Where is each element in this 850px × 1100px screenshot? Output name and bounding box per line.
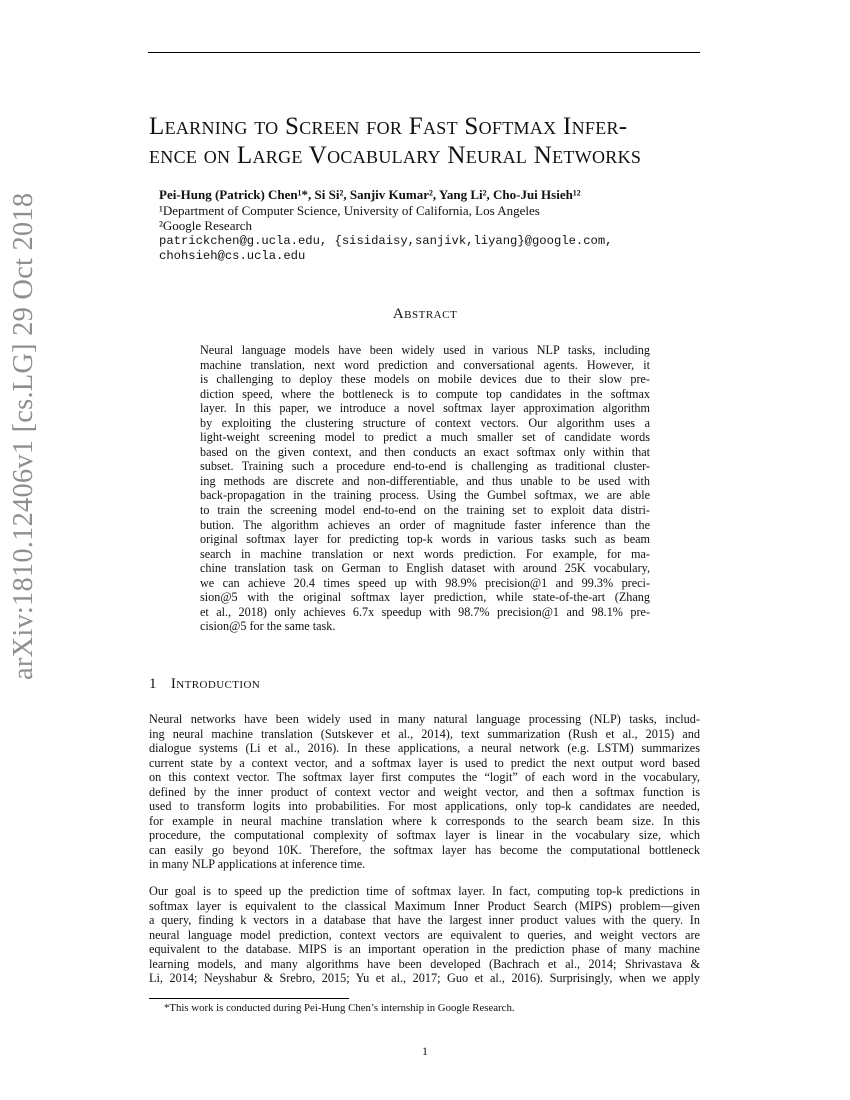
text-line: for example in neural machine translation where k corresponds to the search beam size. In this [149, 813, 700, 828]
text-line: is challenging to deploy these models on mobile devices due to their slow pre- [200, 372, 650, 387]
footnote-rule [149, 998, 349, 999]
text-line: search in machine translation or next words prediction. For example, for ma- [200, 546, 650, 561]
abstract-body [200, 343, 650, 634]
text-line: chine translation task on German to English dataset with around 25K vocabulary, [200, 561, 650, 576]
section-number: 1 [149, 676, 157, 692]
text-line: can easily go beyond 10K. Therefore, the softmax layer has become the computational bottleneck [149, 842, 700, 857]
text-line: by exploiting the clustering structure of context vectors. Our algorithm uses a [200, 415, 650, 430]
text-line: a query, finding k vectors in a database that have the largest inner product values with the query. In [149, 913, 700, 928]
text-line: sion@5 with the original softmax layer prediction, while state-of-the-art (Zhang [200, 590, 650, 605]
text-line: layer. In this paper, we introduce a novel softmax layer approximation algorithm [200, 401, 650, 416]
arxiv-stamp-text: arXiv:1810.12406v1 [cs.LG] 29 Oct 2018 [8, 192, 39, 680]
text-line: we can achieve 20.4 times speed up with 98.9% precision@1 and 99.3% preci- [200, 575, 650, 590]
abstract-heading: Abstract [392, 306, 458, 322]
text-line: back-propagation in the training process. Using the Gumbel softmax, we are able [200, 488, 650, 503]
text-line: to train the screening model end-to-end on the training set to exploit data distri- [200, 503, 650, 518]
text-line: dialogue systems (Li et al., 2016). In these applications, a neural network (e.g. LSTM) summarizes [149, 741, 700, 756]
text-line: learning models, and many algorithms have been developed (Bachrach et al., 2014; Shrivastava & [149, 956, 700, 971]
author-block [159, 187, 679, 265]
section-title: Introduction [170, 676, 261, 692]
text-line: Neural language models have been widely used in various NLP tasks, including [200, 343, 650, 357]
text-line: subset. Training such a procedure end-to-end is challenging as traditional cluster- [200, 459, 650, 474]
intro-paragraph-2 [149, 884, 700, 986]
affiliation-2: ²Google Research [159, 218, 253, 233]
text-line: in many NLP applications at inference time. [149, 857, 366, 872]
text-line: ing methods are discrete and non-differentiable, and thus unable to be used with [200, 473, 650, 488]
footnote: *This work is conducted during Pei-Hung Chen’s internship in Google Research. [164, 1002, 515, 1014]
text-line: defined by the inner product of context vector and weight vector, and then a softmax function is [149, 784, 700, 799]
text-line: used to transform logits into probabilities. For most applications, only top-k candidates are needed, [149, 799, 700, 814]
title-line-2: ence on Large Vocabulary Neural Networks [149, 142, 642, 169]
text-line: Li, 2014; Neyshabur & Srebro, 2015; Yu et al., 2017; Guo et al., 2016). Surprisingly, when we apply [149, 971, 700, 986]
paper-title [149, 112, 709, 170]
text-line: cision@5 for the same task. [200, 619, 336, 634]
page-number: 1 [422, 1044, 428, 1058]
text-line: light-weight screening model to predict a much smaller set of candidate words [200, 430, 650, 445]
top-rule [148, 52, 700, 53]
arxiv-stamp [0, 0, 60, 1100]
emails-line-1: patrickchen@g.ucla.edu, {sisidaisy,sanjivk,liyang}@google.com, [159, 233, 613, 248]
section-heading [149, 676, 260, 693]
text-line: on this context vector. The softmax layer first computes the “logit” of each word in the vocabulary, [149, 770, 700, 785]
text-line: ing neural machine translation (Sutskever et al., 2014), text summarization (Rush et al., 2015) and [149, 726, 700, 741]
text-line: diction speed, where the bottleneck is to compute top candidates in the softmax [200, 386, 650, 401]
text-line: Our goal is to speed up the prediction time of softmax layer. In fact, computing top-k predictions in [149, 884, 700, 898]
text-line: machine translation, next word prediction and conversational agents. However, it [200, 357, 650, 372]
text-line: neural language model prediction, context vectors are equivalent to queries, and weight vectors are [149, 927, 700, 942]
text-line: procedure, the computational complexity of softmax layer is linear in the vocabulary size, which [149, 828, 700, 843]
affiliation-1: ¹Department of Computer Science, University of California, Los Angeles [159, 202, 540, 218]
text-line: softmax layer is equivalent to the classical Maximum Inner Product Search (MIPS) problem—given [149, 898, 700, 913]
text-line: Neural networks have been widely used in many natural language processing (NLP) tasks, includ- [149, 712, 700, 726]
text-line: bution. The algorithm achieves an order of magnitude faster inference than the [200, 517, 650, 532]
title-line-1: Learning to Screen for Fast Softmax Infer- [149, 113, 628, 140]
emails-line-2: chohsieh@cs.ucla.edu [159, 249, 306, 263]
text-line: original softmax layer for predicting top-k words in various tasks such as beam [200, 532, 650, 547]
author-names: Pei-Hung (Patrick) Chen¹*, Si Si², Sanjiv Kumar², Yang Li², Cho-Jui Hsieh¹² [159, 187, 581, 202]
text-line: based on the given context, and then conducts an exact softmax only within that [200, 444, 650, 459]
text-line: current state by a context vector, and a softmax layer is used to predict the next output word based [149, 755, 700, 770]
text-line: equivalent to the database. MIPS is an important operation in the prediction phase of many machine [149, 942, 700, 957]
text-line: et al., 2018) only achieves 6.7x speedup with 98.7% precision@1 and 98.1% pre- [200, 604, 650, 619]
intro-paragraph-1 [149, 712, 700, 872]
